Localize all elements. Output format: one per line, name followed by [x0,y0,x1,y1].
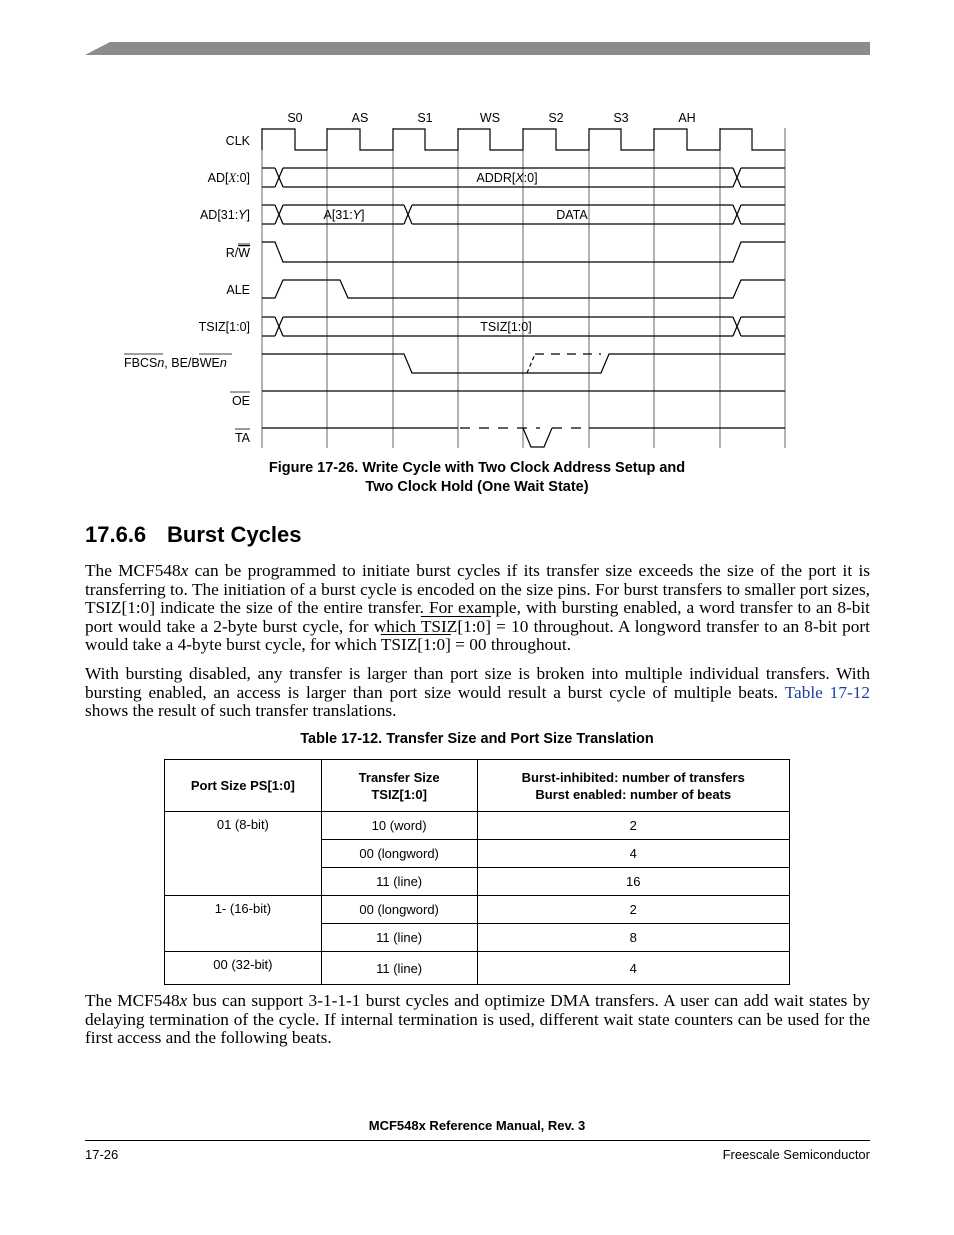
bus-label-tsiz: TSIZ[1:0] [480,320,532,334]
header-bar [0,0,954,70]
table-link[interactable]: Table 17-12 [784,682,870,702]
signal-label-tsiz: TSIZ[1:0] [198,320,250,334]
port-size-cell: 1- (16-bit) [165,896,322,952]
count-cell: 2 [477,896,789,924]
footer-page-number: 17-26 [85,1147,119,1162]
state-label: S2 [548,111,564,125]
rw-waveform [262,242,785,262]
footer-divider [85,1140,870,1141]
port-size-cell: 01 (8-bit) [165,812,322,896]
paragraph-3: The MCF548x bus can support 3-1-1-1 burst cycles and optimize DMA transfers. A user can add wait states by delaying termination of the cycle. If internal termination is used, different wait state counters can be used for the first access and the following beats. [85,991,870,1048]
header-burst: Burst-inhibited: number of transfers Burst enabled: number of beats [477,760,789,812]
state-label: S3 [613,111,629,125]
timing-diagram [0,100,954,460]
bus-label-data: DATA [556,208,588,222]
count-cell: 4 [477,840,789,868]
state-label: S1 [417,111,433,125]
section-title: Burst Cycles [167,522,302,547]
footer-manual-title: MCF548x Reference Manual, Rev. 3 [368,1118,586,1133]
section-number: 17.6.6 [85,522,147,547]
count-cell: 16 [477,868,789,896]
count-cell: 2 [477,812,789,840]
figure-caption-line1: Figure 17-26. Write Cycle with Two Clock Address Setup and [268,460,686,476]
count-cell: 8 [477,924,789,952]
table-row [165,952,790,985]
count-cell: 4 [477,952,789,985]
clk-waveform [262,129,785,150]
paragraph-1: The MCF548x can be programmed to initiate burst cycles if its transfer size exceeds the size of the port it is transferring to. The initiation of a burst cycle is encoded on the size pins. For burst transfers to smaller port sizes, TSIZ[1:0] indicate the size of the entire transfer. For example, with bursting enabled, a word transfer to an 8-bit port would take a 2-byte burst cycle, for which TSIZ[1:0] = 10 throughout. A longword transfer to an 8-bit port would take a 4-byte burst cycle, for which TSIZ[1:0] = 00 throughout. [85,561,870,655]
ale-waveform [262,280,785,298]
table-title: Table 17-12. Transfer Size and Port Size Translation [300,731,654,747]
signal-label-rw: R/W [225,246,250,260]
transfer-size-cell: 11 (line) [321,924,477,952]
table-header-row [165,760,790,812]
transfer-size-cell: 10 (word) [321,812,477,840]
signal-label-ad-high: AD[31:Y] [199,208,250,222]
paragraph-2: With bursting disabled, any transfer is larger than port size is broken into multiple individual transfers. With bursting enabled, an access is larger than port size would result a burst cycle of multiple beats. Table 17-12 shows the result of such transfer translations. [85,664,870,721]
table-row [165,896,790,924]
bus-label-addr: ADDR[X:0] [476,171,538,185]
footer-company: Freescale Semiconductor [722,1147,870,1162]
signal-label-fbcs: FBCSn, BE/BWEn [124,356,227,370]
transfer-size-cell: 11 (line) [321,952,477,985]
state-label: AH [678,111,696,125]
state-label: S0 [287,111,303,125]
signal-label-oe: OE [231,394,250,408]
state-label: WS [479,111,501,125]
signal-label-clk: CLK [225,134,250,148]
transfer-size-table [164,759,790,985]
transfer-size-cell: 00 (longword) [321,840,477,868]
transfer-size-cell: 11 (line) [321,868,477,896]
signal-label-ale: ALE [226,283,250,297]
signal-label-ad-low: AD[X:0] [207,171,250,185]
bus-label-a31: A[31:Y] [323,208,365,222]
state-label: AS [351,111,369,125]
header-transfer-size: Transfer Size TSIZ[1:0] [321,760,477,812]
table-row [165,812,790,840]
figure-caption-line2: Two Clock Hold (One Wait State) [365,479,589,495]
port-size-cell: 00 (32-bit) [165,952,322,985]
transfer-size-cell: 00 (longword) [321,896,477,924]
fbcs-waveform [262,354,785,373]
header-port-size: Port Size PS[1:0] [165,760,322,812]
signal-label-ta: TA [234,431,250,445]
section-heading [85,522,302,548]
